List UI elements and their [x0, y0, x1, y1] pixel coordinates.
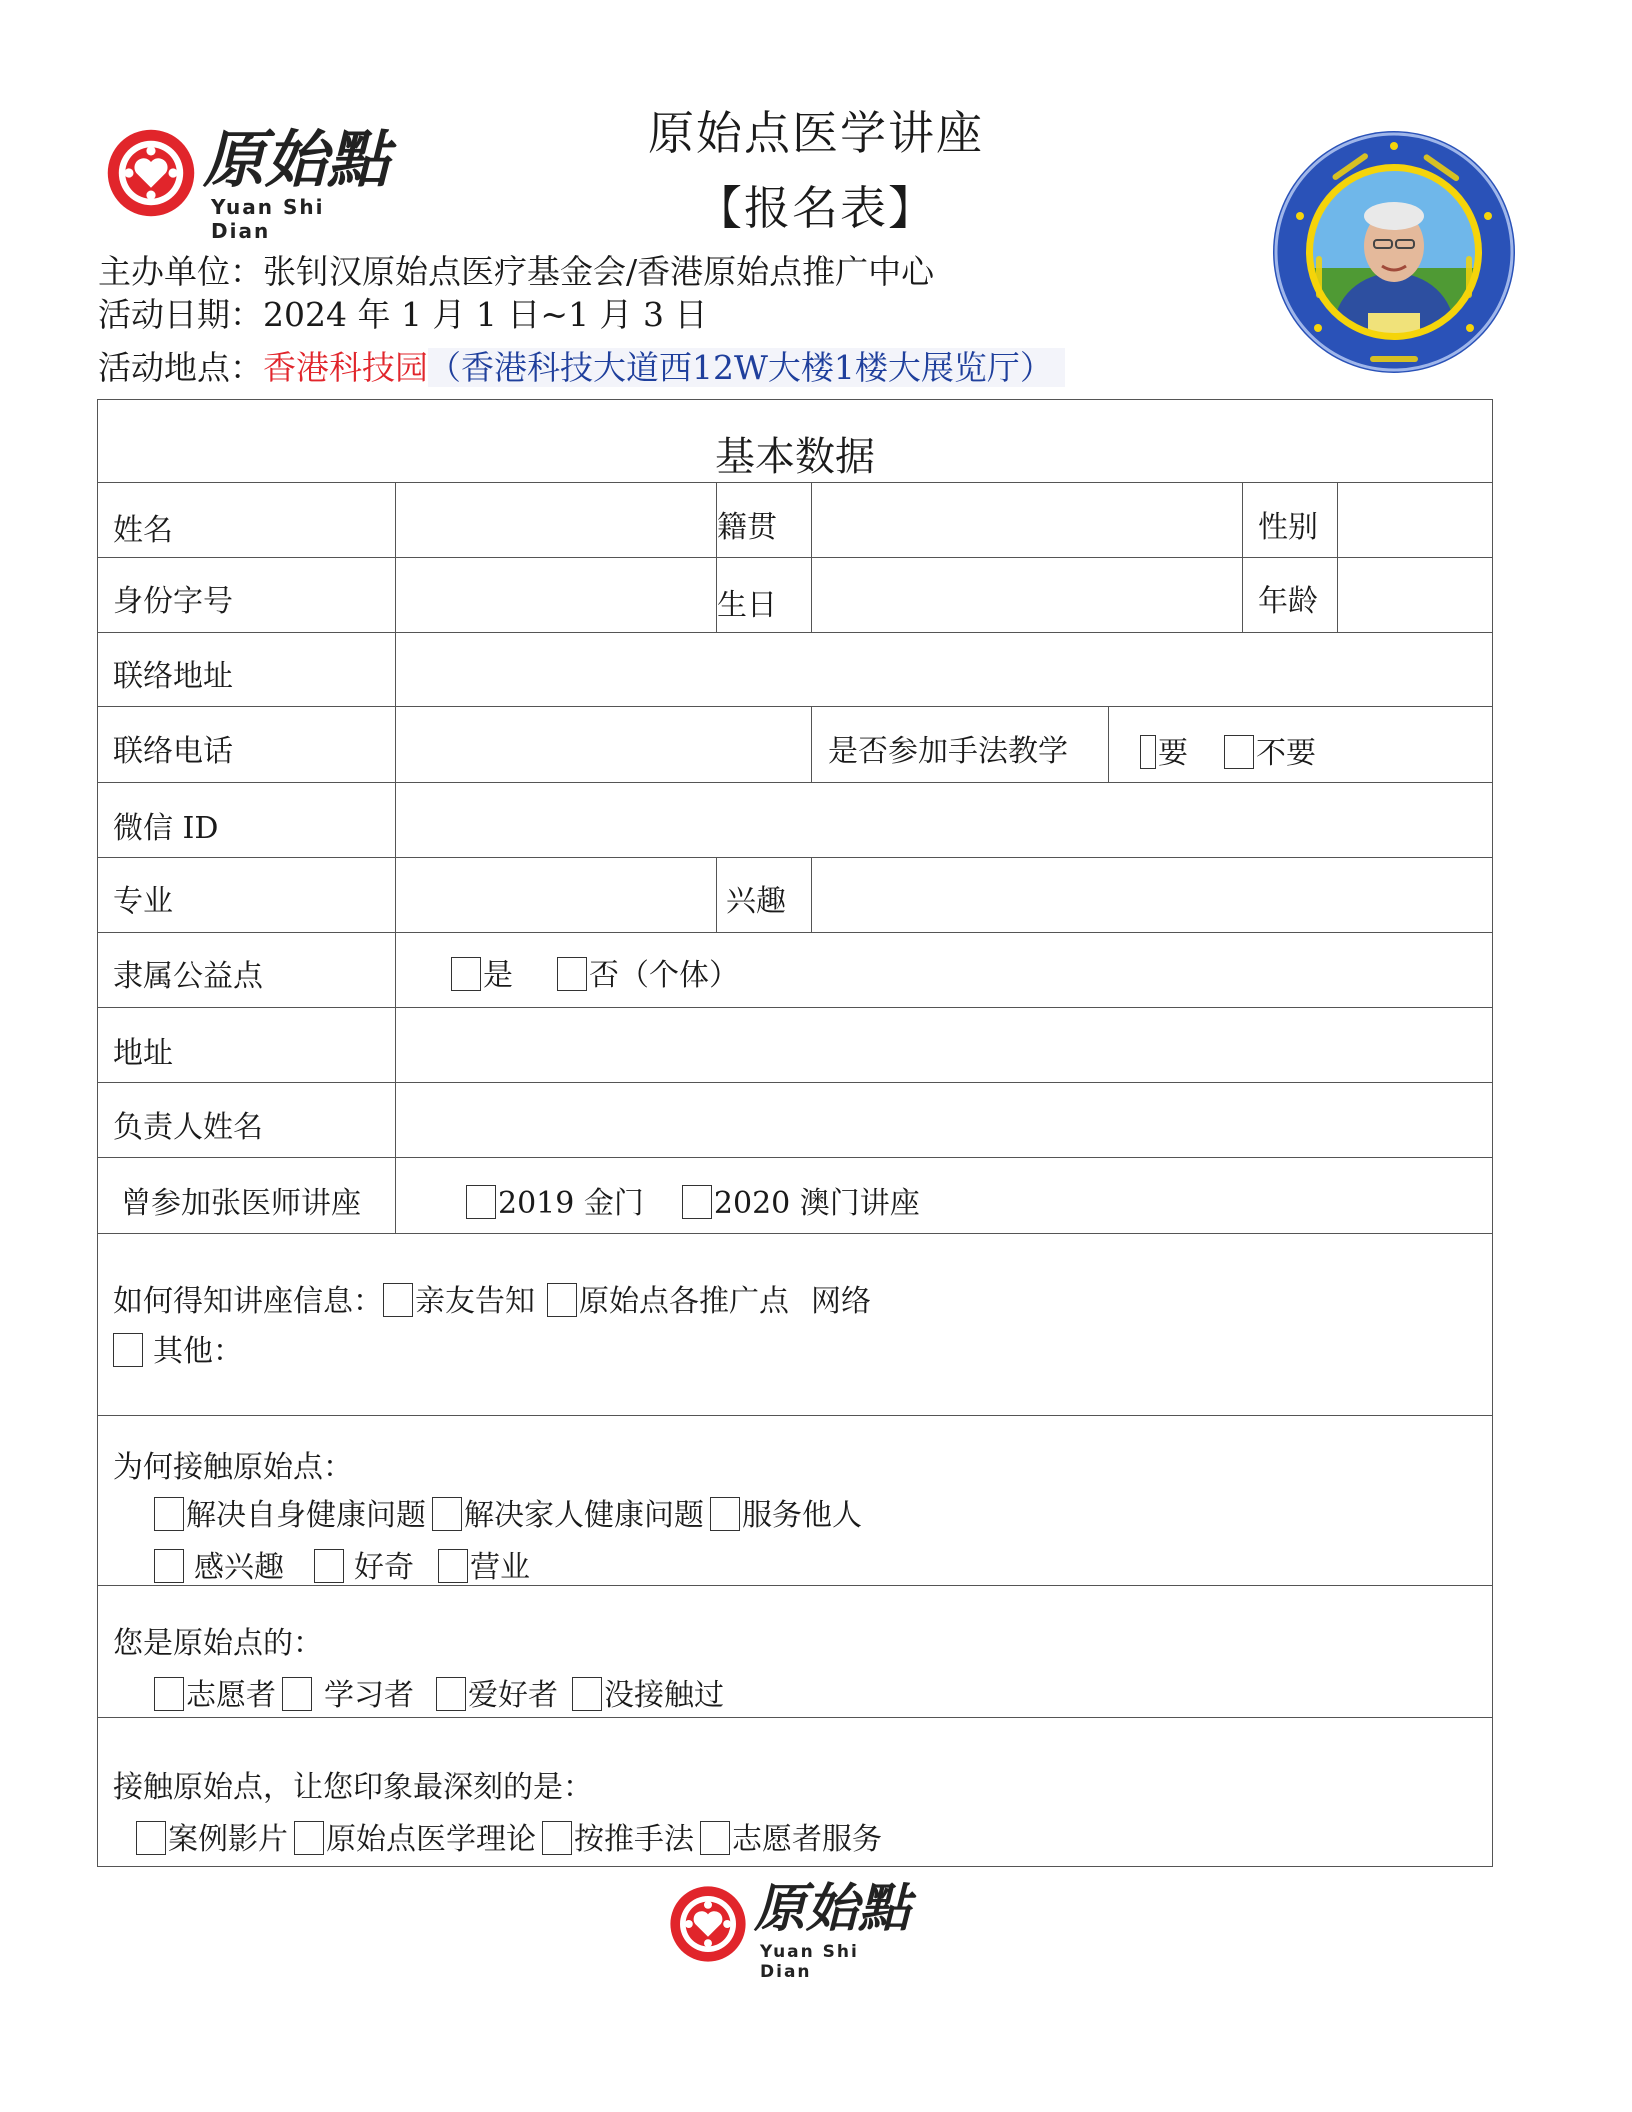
impression-service-checkbox[interactable]: [700, 1821, 730, 1855]
phone-label: 联络电话: [113, 734, 233, 769]
page-subtitle: 【报名表】: [696, 181, 936, 235]
past-lecture-options: [466, 1178, 942, 1222]
age-label: 年龄: [1258, 584, 1318, 619]
portrait-badge: [1270, 128, 1518, 376]
role-learner-label: 学习者: [324, 1678, 414, 1713]
leader-input[interactable]: [397, 1084, 1491, 1156]
age-input[interactable]: [1339, 559, 1491, 631]
role-volunteer-label: 志愿者: [186, 1678, 276, 1713]
manual-no-checkbox[interactable]: [1224, 735, 1254, 769]
manual-label: 是否参加手法教学: [828, 734, 1068, 769]
portrait-badge-icon: [1270, 128, 1518, 376]
impression-service-label: 志愿者服务: [732, 1822, 882, 1857]
past-lecture-label: 曾参加张医师讲座: [121, 1186, 361, 1221]
reason-curious-checkbox[interactable]: [314, 1549, 344, 1583]
source-label: 如何得知讲座信息：: [113, 1284, 383, 1319]
reason-family-checkbox[interactable]: [432, 1497, 462, 1531]
reason-serve-checkbox[interactable]: [710, 1497, 740, 1531]
address-input[interactable]: [397, 634, 1491, 705]
source-friends-checkbox[interactable]: [383, 1283, 413, 1317]
hobby-label: 兴趣: [726, 884, 786, 919]
logo-text: 原始點: [203, 123, 390, 196]
past-2019-label: 2019 金门: [498, 1186, 644, 1221]
manual-yes-checkbox[interactable]: [1140, 735, 1156, 769]
heart-emblem-icon: [668, 1884, 748, 1964]
source-centers-checkbox[interactable]: [547, 1283, 577, 1317]
logo-subtext: Yuan Shi Dian: [211, 195, 325, 243]
date-label: 活动日期：: [98, 295, 263, 334]
reason-label: 为何接触原始点：: [113, 1450, 353, 1485]
reason-row-2: [154, 1542, 552, 1586]
native-label: 籍贯: [717, 510, 777, 545]
source-centers-label: 原始点各推广点: [579, 1284, 789, 1319]
source-other-label: 其他：: [153, 1334, 243, 1369]
source-network-label: 网络: [811, 1284, 871, 1319]
past-2020-label: 2020 澳门讲座: [713, 1186, 920, 1221]
affiliation-yes-label: 是: [483, 958, 513, 993]
manual-no-label: 不要: [1256, 736, 1316, 771]
native-input[interactable]: [813, 484, 1241, 556]
gender-input[interactable]: [1339, 484, 1491, 556]
leader-label: 负责人姓名: [113, 1110, 263, 1145]
address-label: 联络地址: [113, 659, 233, 694]
wechat-input[interactable]: [397, 784, 1491, 856]
impression-theory-checkbox[interactable]: [294, 1821, 324, 1855]
reason-interest-label: 感兴趣: [194, 1550, 284, 1585]
reason-row-1: [154, 1490, 884, 1534]
reason-self-label: 解决自身健康问题: [186, 1498, 426, 1533]
impression-options: [136, 1814, 904, 1858]
birthday-label: 生日: [717, 588, 777, 623]
date-line: [98, 289, 708, 336]
location-label: 地址: [113, 1036, 173, 1071]
source-other-row: [113, 1326, 243, 1370]
role-enthusiast-checkbox[interactable]: [436, 1677, 466, 1711]
organizer-line: [98, 246, 934, 293]
major-label: 专业: [113, 884, 173, 919]
venue-detail: （香港科技大道西12W大楼1楼大展览厅）: [428, 348, 1065, 387]
source-friends-label: 亲友告知: [415, 1284, 535, 1319]
role-learner-checkbox[interactable]: [282, 1677, 312, 1711]
reason-self-checkbox[interactable]: [154, 1497, 184, 1531]
affiliation-label: 隶属公益点: [113, 959, 263, 994]
role-enthusiast-label: 爱好者: [468, 1678, 558, 1713]
organizer-label: 主办单位：: [98, 252, 263, 291]
id-input[interactable]: [397, 559, 715, 631]
wechat-label: 微信 ID: [113, 811, 219, 846]
date-value: 2024 年 1 月 1 日~1 月 3 日: [263, 295, 708, 334]
reason-serve-label: 服务他人: [742, 1498, 862, 1533]
bottom-logo: [668, 1878, 918, 1982]
affiliation-options: [451, 950, 761, 994]
role-none-label: 没接触过: [604, 1678, 724, 1713]
reason-business-checkbox[interactable]: [438, 1549, 468, 1583]
impression-technique-label: 按推手法: [574, 1822, 694, 1857]
impression-video-checkbox[interactable]: [136, 1821, 166, 1855]
manual-options: [1140, 728, 1338, 772]
venue-label: 活动地点：: [98, 348, 263, 387]
phone-input[interactable]: [397, 708, 810, 781]
location-input[interactable]: [397, 1009, 1491, 1081]
section-title: 基本数据: [715, 434, 875, 480]
birthday-input[interactable]: [813, 559, 1241, 631]
impression-technique-checkbox[interactable]: [542, 1821, 572, 1855]
affiliation-no-label: 否（个体）: [589, 958, 739, 993]
page-title: 原始点医学讲座: [648, 106, 984, 160]
impression-theory-label: 原始点医学理论: [326, 1822, 536, 1857]
organizer-value: 张钊汉原始点医疗基金会/香港原始点推广中心: [263, 252, 935, 291]
name-label: 姓名: [113, 513, 173, 548]
gender-label: 性别: [1258, 510, 1318, 545]
reason-family-label: 解决家人健康问题: [464, 1498, 704, 1533]
major-input[interactable]: [397, 859, 715, 931]
venue-name: 香港科技园: [263, 348, 428, 387]
manual-yes-label: 要: [1158, 736, 1188, 771]
role-volunteer-checkbox[interactable]: [154, 1677, 184, 1711]
impression-video-label: 案例影片: [168, 1822, 288, 1857]
role-label: 您是原始点的：: [113, 1626, 323, 1661]
reason-business-label: 营业: [470, 1550, 530, 1585]
hobby-input[interactable]: [813, 859, 1491, 931]
source-row: [113, 1276, 871, 1320]
past-2019-checkbox[interactable]: [466, 1185, 496, 1219]
affiliation-no-checkbox[interactable]: [557, 957, 587, 991]
reason-curious-label: 好奇: [354, 1550, 414, 1585]
reason-interest-checkbox[interactable]: [154, 1549, 184, 1583]
venue-line: [98, 342, 1065, 389]
impression-label: 接触原始点，让您印象最深刻的是：: [113, 1770, 593, 1805]
name-input[interactable]: [397, 484, 715, 556]
source-other-checkbox[interactable]: [113, 1333, 143, 1367]
role-options: [154, 1670, 746, 1714]
id-label: 身份字号: [113, 584, 233, 619]
role-none-checkbox[interactable]: [572, 1677, 602, 1711]
affiliation-yes-checkbox[interactable]: [451, 957, 481, 991]
logo-text: 原始點: [754, 1878, 911, 1939]
logo-subtext: Yuan Shi Dian: [760, 1942, 859, 1982]
past-2020-checkbox[interactable]: [682, 1185, 712, 1219]
